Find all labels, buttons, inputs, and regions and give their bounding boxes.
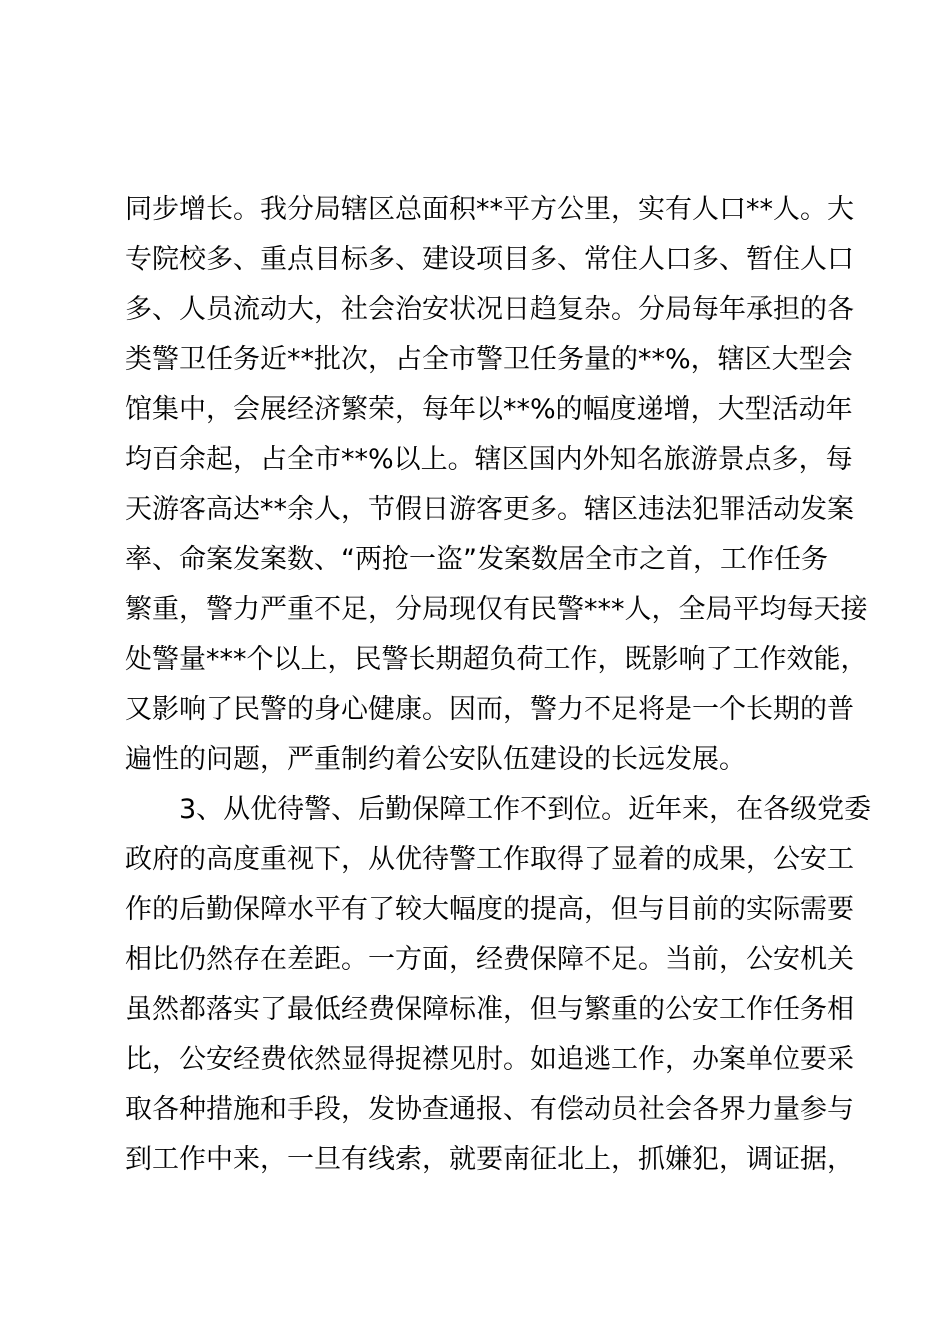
paragraph-heading-line: 3、从优待警、后勤保障工作不到位。近年来，在各级党委 <box>125 794 872 825</box>
text-line: 均百余起，占全市**%以上。辖区国内外知名旅游景点多，每 <box>125 444 853 475</box>
text-line: 政府的高度重视下，从优待警工作取得了显着的成果，公安工 <box>125 844 854 875</box>
text-line: 处警量***个以上，民警长期超负荷工作，既影响了工作效能， <box>125 644 868 675</box>
body-text <box>125 185 872 1185</box>
text-line: 遍性的问题，严重制约着公安队伍建设的长远发展。 <box>125 744 746 775</box>
text-line: 类警卫任务近**批次，占全市警卫任务量的**%，辖区大型会 <box>125 344 853 375</box>
text-line: 虽然都落实了最低经费保障标准，但与繁重的公安工作任务相 <box>125 994 854 1025</box>
text-line: 取各种措施和手段，发协查通报、有偿动员社会各界力量参与 <box>125 1094 854 1125</box>
text-line: 繁重，警力严重不足，分局现仅有民警***人，全局平均每天接 <box>125 594 868 625</box>
text-line: 作的后勤保障水平有了较大幅度的提高，但与目前的实际需要 <box>125 894 854 925</box>
text-line: 到工作中来，一旦有线索，就要南征北上，抓嫌犯，调证据， <box>125 1144 854 1175</box>
text-line: 多、人员流动大，社会治安状况日趋复杂。分局每年承担的各 <box>125 294 854 325</box>
text-line: 馆集中，会展经济繁荣，每年以**%的幅度递增，大型活动年 <box>125 394 853 425</box>
text-line: 又影响了民警的身心健康。因而，警力不足将是一个长期的普 <box>125 694 854 725</box>
text-line: 比，公安经费依然显得捉襟见肘。如追逃工作，办案单位要采 <box>125 1044 854 1075</box>
text-line: 专院校多、重点目标多、建设项目多、常住人口多、暂住人口 <box>125 244 854 275</box>
text-line: 相比仍然存在差距。一方面，经费保障不足。当前，公安机关 <box>125 944 854 975</box>
text-line: 同步增长。我分局辖区总面积**平方公里，实有人口**人。大 <box>125 194 854 225</box>
text-line: 天游客高达**余人，节假日游客更多。辖区违法犯罪活动发案 <box>125 494 854 525</box>
text-line: 率、命案发案数、“两抢一盗”发案数居全市之首，工作任务 <box>125 544 828 575</box>
